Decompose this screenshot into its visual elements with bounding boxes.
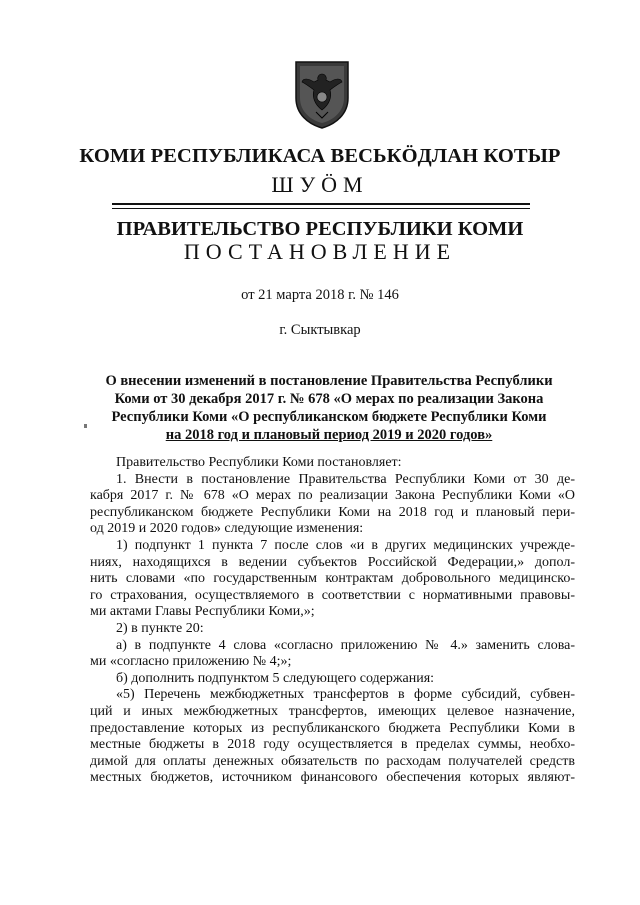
decree-city: г. Сыктывкар	[279, 322, 361, 338]
body-line: а) в подпункте 4 слова «согласно приложению № 4.» заменить слова-	[116, 637, 575, 653]
title-line: О внесении изменений в постановление Правительства Республики	[105, 373, 553, 389]
russian-government-title: ПРАВИТЕЛЬСТВО РЕСПУБЛИКИ КОМИ	[116, 218, 524, 240]
decree-date-number: от 21 марта 2018 г. № 146	[241, 287, 399, 303]
body-line: ми актами Главы Республики Коми,»;	[90, 604, 315, 620]
body-line: нить словами «по государственным контрактам добровольного медицинско-	[90, 571, 575, 587]
body-line: Правительство Республики Коми постановляет:	[116, 455, 402, 470]
body-line: од 2019 и 2020 годов» следующие изменения:	[90, 521, 364, 537]
decree-title	[90, 372, 568, 444]
body-line: 1) подпункт 1 пункта 7 после слов «и в других медицинских учрежде-	[116, 537, 575, 553]
title-line: Республики Коми «О республиканском бюджете Республики Коми	[111, 409, 547, 425]
body-line: ми «согласно приложению № 4;»;	[90, 654, 292, 670]
header-divider-thin	[112, 208, 530, 209]
body-line: кабря 2017 г. № 678 «О мерах по реализации Закона Республики Коми «О	[90, 488, 575, 504]
body-line: б) дополнить подпунктом 5 следующего содержания:	[116, 670, 435, 686]
body-line: местных бюджетов, источником финансового обеспечения которых являют-	[90, 770, 575, 786]
body-line: ций и иных межбюджетных трансфертов, имеющих целевое назначение,	[90, 703, 575, 719]
scan-margin-mark	[84, 424, 87, 428]
body-line: 1. Внести в постановление Правительства Республики Коми от 30 де-	[116, 471, 575, 487]
body-line: димой для оплаты денежных обязательств по расходам получателей средств	[90, 753, 575, 769]
title-line-underlined: на 2018 год и плановый период 2019 и 2020 годов»	[165, 427, 493, 443]
body-line: предоставление которых из республиканского бюджета Республики Коми в	[90, 720, 575, 736]
komi-decree-word: ШУӦМ	[271, 172, 369, 197]
header-divider-thick	[112, 203, 530, 205]
body-line: ниях, находящихся в ведении субъектов Российской Федерации,» допол-	[90, 554, 575, 570]
body-line: 2) в пункте 20:	[116, 620, 204, 636]
title-line: Коми от 30 декабря 2017 г. № 678 «О мерах по реализации Закона	[114, 391, 544, 407]
komi-government-title: КОМИ РЕСПУБЛИКАСА ВЕСЬКӦДЛАН КОТЫР	[79, 145, 561, 167]
komi-coat-of-arms-emblem	[292, 60, 352, 130]
decree-body	[90, 455, 575, 787]
body-line: местные бюджеты в 2018 году осуществляется в пределах суммы, необхо-	[90, 737, 575, 753]
russian-decree-word: ПОСТАНОВЛЕНИЕ	[183, 239, 457, 264]
body-line: го страхования, осуществляемого в соответствии с нормативными правовы-	[90, 587, 575, 603]
body-line: «5) Перечень межбюджетных трансфертов в форме субсидий, субвен-	[116, 687, 575, 703]
body-line: республиканском бюджете Республики Коми на 2018 год и плановый пери-	[90, 504, 575, 520]
